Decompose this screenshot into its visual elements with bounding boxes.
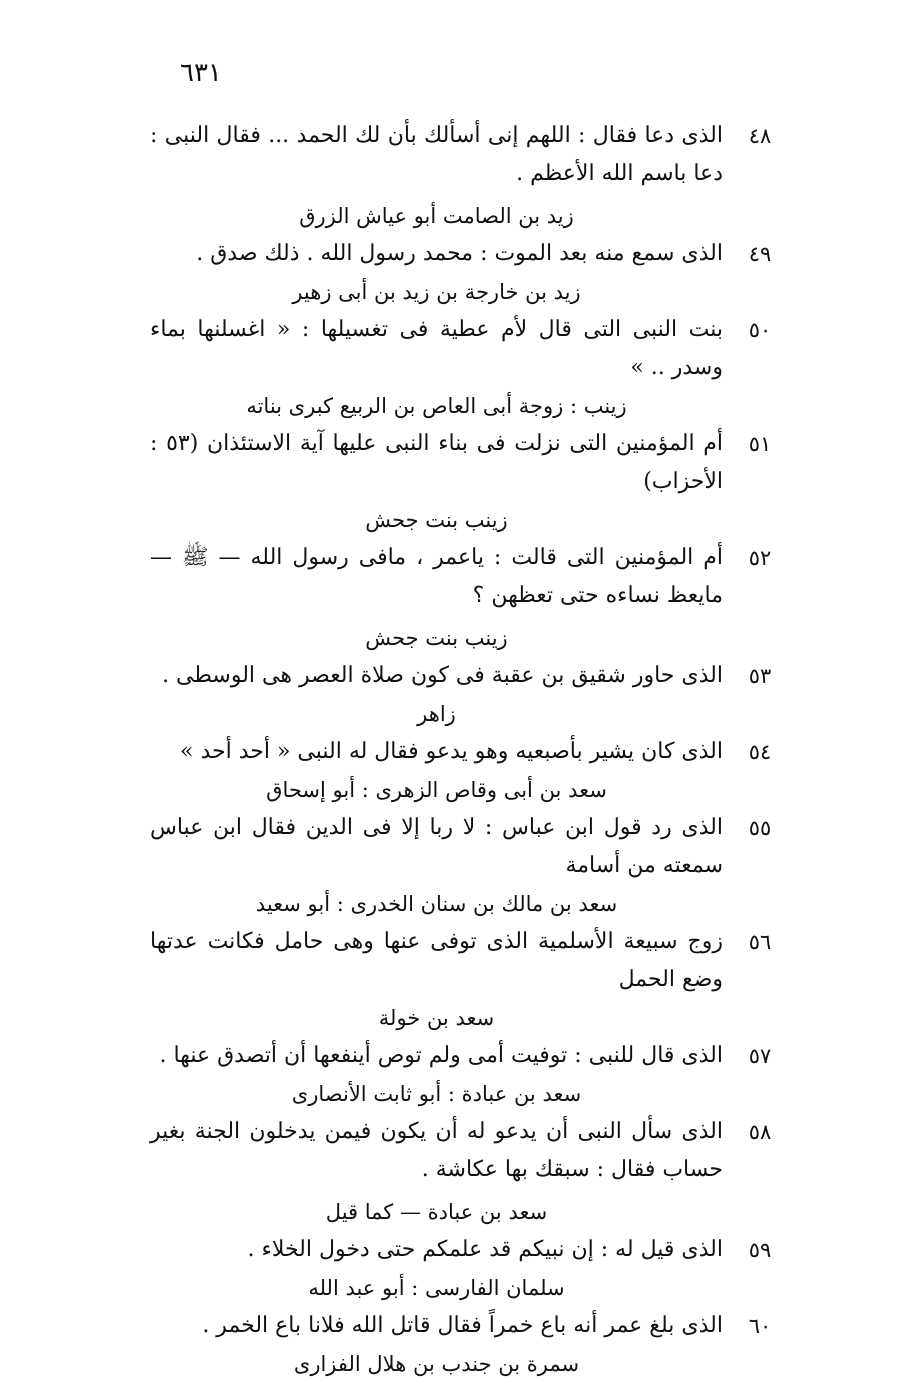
entry-number: ٤٨	[748, 124, 772, 148]
entry-answer: سعد بن عبادة — كما قيل	[325, 1200, 548, 1224]
entry-number: ٥٨	[748, 1120, 772, 1144]
entry-question: الذى بلغ عمر أنه باع خمراً فقال قاتل الله فلانا باع الخمر .	[202, 1313, 723, 1338]
entry	[150, 235, 780, 311]
entry-answer: سعد بن أبى وقاص الزهرى : أبو إسحاق	[266, 778, 607, 802]
entry	[150, 1113, 780, 1231]
entry-question: الذى سمع منه بعد الموت : محمد رسول الله . ذلك صدق .	[196, 241, 723, 266]
entry-question: الذى سأل النبى أن يدعو له أن يكون فيمن يدخلون الجنة بغير حساب فقال : سبقك بها عكاشة .	[150, 1119, 723, 1182]
entry-question: الذى قيل له : إن نبيكم قد علمكم حتى دخول الخلاء .	[247, 1237, 723, 1262]
entry-answer: زينب بنت جحش	[365, 626, 508, 650]
page-number: ٦٣١	[180, 58, 222, 88]
entry-number: ٥٥	[748, 816, 772, 840]
entry	[150, 923, 780, 1037]
entry-answer: زيد بن خارجة بن زيد بن أبى زهير	[292, 280, 581, 304]
entry-question: الذى حاور شقيق بن عقبة فى كون صلاة العصر هى الوسطى .	[162, 663, 723, 688]
entry-answer: سعد بن خولة	[378, 1006, 495, 1030]
entry	[150, 539, 780, 657]
entry-question: الذى رد قول ابن عباس : لا ربا إلا فى الدين فقال ابن عباس سمعته من أسامة	[150, 815, 723, 878]
entry	[150, 1037, 780, 1113]
entry-answer: سلمان الفارسى : أبو عبد الله	[308, 1276, 565, 1300]
entry-question: الذى كان يشير بأصبعيه وهو يدعو فقال له النبى « أحد أحد »	[179, 739, 723, 764]
entry-question: بنت النبى التى قال لأم عطية فى تغسيلها : « اغسلنها بماء وسدر .. »	[150, 317, 723, 380]
entry-number: ٥٣	[748, 664, 772, 688]
entry-answer: سعد بن مالك بن سنان الخدرى : أبو سعيد	[255, 892, 618, 916]
entry-question: زوج سبيعة الأسلمية الذى توفى عنها وهى حامل فكانت عدتها وضع الحمل	[150, 929, 723, 992]
entry-number: ٦٠	[748, 1314, 772, 1338]
entries-list	[150, 117, 780, 1383]
entry	[150, 733, 780, 809]
entry-number: ٥٤	[748, 740, 772, 764]
entry	[150, 657, 780, 733]
entry-question: الذى قال للنبى : توفيت أمى ولم توص أينفعها أن أتصدق عنها .	[159, 1043, 723, 1068]
entry-answer: سمرة بن جندب بن هلال الفزارى	[293, 1352, 580, 1376]
entry-number: ٥١	[748, 432, 772, 456]
entry-number: ٤٩	[748, 242, 772, 266]
entry-number: ٥٢	[748, 546, 772, 570]
entry-number: ٥٩	[748, 1238, 772, 1262]
entry-answer: زينب بنت جحش	[365, 508, 508, 532]
entry-question: الذى دعا فقال : اللهم إنى أسألك بأن لك الحمد ... فقال النبى : دعا باسم الله الأعظم .	[150, 123, 723, 186]
entry	[150, 311, 780, 425]
entry-answer: زينب : زوجة أبى العاص بن الربيع كبرى بناته	[246, 394, 627, 418]
entry-number: ٥٦	[748, 930, 772, 954]
entry-number: ٥٧	[748, 1044, 772, 1068]
entry-question: أم المؤمنين التى قالت : ياعمر ، مافى رسول الله — ﷺ — مايعظ نساءه حتى تعظهن ؟	[150, 545, 723, 608]
entry-answer: زيد بن الصامت أبو عياش الزرق	[299, 204, 574, 228]
entry	[150, 809, 780, 923]
entry-question: أم المؤمنين التى نزلت فى بناء النبى عليها آية الاستئذان (٥٣ : الأحزاب)	[150, 431, 723, 494]
entry-answer: زاهر	[417, 702, 456, 726]
entry	[150, 1307, 780, 1383]
entry-answer: سعد بن عبادة : أبو ثابت الأنصارى	[291, 1082, 582, 1106]
entry-number: ٥٠	[748, 318, 772, 342]
entry	[150, 425, 780, 539]
entry	[150, 1231, 780, 1307]
entry	[150, 117, 780, 235]
